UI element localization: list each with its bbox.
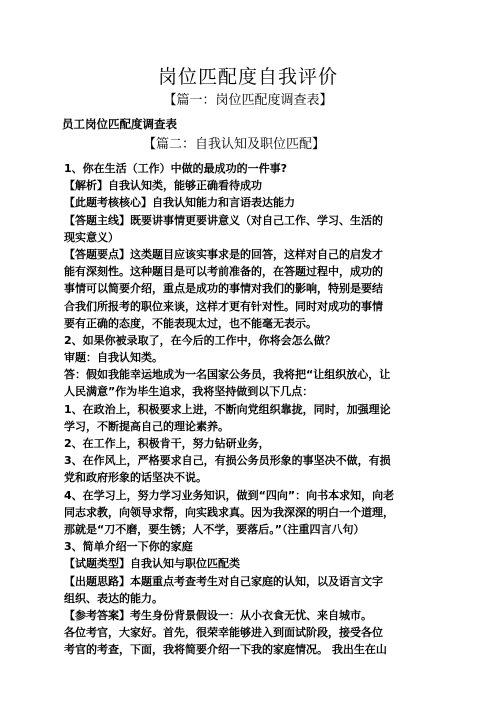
text-line: 【试题类型】自我认知与职位匹配类: [64, 557, 240, 571]
text-line: 【答题主线】既要讲事情更要讲意义（对自己工作、学习、生活的: [64, 213, 383, 227]
text-line: 现实意义）: [64, 230, 119, 244]
text-line: 能有深刻性。这种题目是可以考前准备的，在答题过程中，成功的: [64, 265, 383, 279]
text-line: 【答题要点】这类题目应该实事求是的回答，这样对自己的启发才: [64, 247, 383, 261]
text-line: 3、简单介绍一下你的家庭: [64, 540, 193, 554]
text-line: 党和政府形象的话坚决不说。: [64, 471, 207, 485]
text-line: 【出题思路】本题重点考查考生对自己家庭的认知，以及语言文字: [64, 574, 383, 588]
text-line: 要有正确的态度，不能表现太过，也不能毫无表示。: [64, 316, 317, 330]
text-line: 事情可以简要介绍，重点是成功的事情对我们的影响，特别是要结: [64, 282, 383, 296]
text-line: 4、在学习上，努力学习业务知识，做到“四向”：向书本求知，向老: [64, 488, 395, 502]
text-line: 人民满意”作为毕生追求，我将坚持做到以下几点：: [64, 385, 314, 399]
text-line: 那就是“刀不磨，要生锈；人不学，要落后。”（注重四言八句）: [64, 522, 365, 536]
text-line: 各位考官，大家好。首先，很荣幸能够进入到面试阶段，接受各位: [64, 626, 383, 640]
section-title-part-one: 【篇一：岗位匹配度调查表】: [163, 93, 333, 108]
text-line: 组织、表达的能力。: [64, 591, 163, 605]
text-line: 1、你在生活（工作）中做的最成功的一件事?: [64, 162, 288, 175]
text-line: 考官的考查，下面，我将简要介绍一下我的家庭情况。 我出生在山: [64, 643, 387, 657]
text-line: 【解析】自我认知类，能够正确看待成功: [64, 179, 262, 193]
text-line: 审题：自我认知类。: [64, 351, 163, 365]
document-body: [64, 160, 436, 658]
text-line: 2、在工作上，积极肯干，努力钻研业务，: [64, 437, 270, 450]
text-line: 学习，不断提高自己的理论素养。: [64, 419, 229, 433]
text-line: 答：假如我能幸运地成为一名国家公务员，我将把“让组织放心，让: [64, 368, 391, 382]
section-title-part-two: 【篇二：自我认知及职位匹配】: [143, 137, 326, 152]
text-line: 同志求教，向领导求帮，向实践求真。因为我深深的明白一个道理，: [64, 505, 394, 519]
text-line: 【参考答案】考生身份背景假设一：从小衣食无忧、来自城市。: [64, 608, 372, 622]
text-line: 【此题考核核心】自我认知能力和言语表达能力: [64, 196, 295, 210]
table-heading: 员工岗位匹配度调查表: [62, 117, 177, 131]
document-title: 岗位匹配度自我评价: [157, 66, 338, 88]
text-line: 1、在政治上，积极要求上进，不断向党组织靠拢，同时，加强理论: [64, 402, 391, 416]
text-line: 2、如果你被录取了，在今后的工作中，你将会怎么做？: [64, 333, 336, 347]
text-line: 合我们所报考的职位来谈，这样才更有针对性。同时对成功的事情: [64, 299, 383, 313]
text-line: 3、在作风上，严格要求自己，有损公务员形象的事坚决不做，有损: [64, 454, 391, 468]
